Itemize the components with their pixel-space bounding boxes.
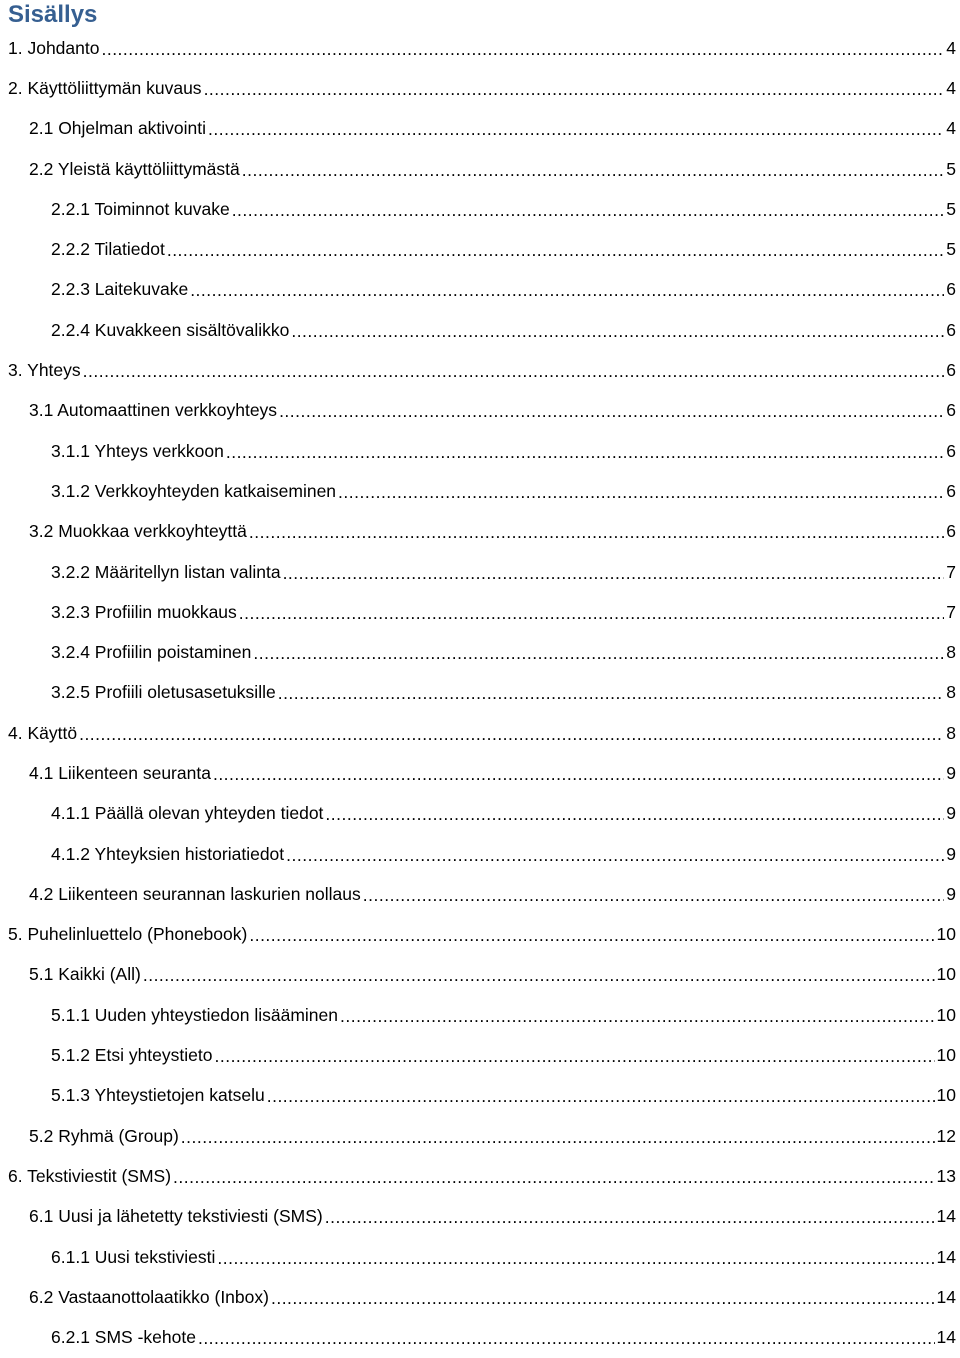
- toc-entry-label[interactable]: 3.2.2 Määritellyn listan valinta: [51, 561, 281, 582]
- toc-leader-dots: [278, 683, 945, 704]
- toc-entry[interactable]: [0, 592, 960, 632]
- toc-entry-page-number[interactable]: 6: [946, 440, 956, 461]
- toc-leader-dots: [242, 160, 945, 181]
- toc-leader-dots: [271, 1288, 935, 1309]
- toc-entry[interactable]: [0, 1277, 960, 1317]
- toc-entry[interactable]: [0, 431, 960, 471]
- table-of-contents: [0, 28, 960, 1358]
- toc-entry-page-number[interactable]: 10: [936, 924, 956, 945]
- toc-leader-dots: [83, 361, 945, 382]
- toc-entry[interactable]: [0, 28, 960, 68]
- toc-entry[interactable]: [0, 955, 960, 995]
- toc-entry-label[interactable]: 3.1.2 Verkkoyhteyden katkaiseminen: [51, 480, 337, 501]
- toc-entry-label[interactable]: 3.2.4 Profiilin poistaminen: [51, 642, 252, 663]
- toc-entry[interactable]: [0, 149, 960, 189]
- toc-leader-dots: [190, 280, 944, 301]
- toc-entry-page-number[interactable]: 6: [946, 400, 956, 421]
- toc-entry[interactable]: [0, 1116, 960, 1156]
- toc-leader-dots: [167, 240, 944, 261]
- toc-entry[interactable]: [0, 1318, 960, 1358]
- toc-leader-dots: [291, 321, 944, 342]
- toc-leader-dots: [217, 1248, 934, 1269]
- toc-entry-label[interactable]: 5.1.2 Etsi yhteystieto: [51, 1045, 213, 1066]
- toc-entry-label[interactable]: 2.1 Ohjelman aktivointi: [29, 118, 207, 139]
- toc-entry-label[interactable]: 5. Puhelinluettelo (Phonebook): [8, 924, 248, 945]
- toc-entry-page-number[interactable]: 9: [946, 843, 956, 864]
- toc-entry-label[interactable]: 6.2.1 SMS -kehote: [51, 1327, 196, 1348]
- toc-leader-dots: [279, 401, 944, 422]
- toc-entry[interactable]: [0, 874, 960, 914]
- toc-leader-dots: [208, 119, 944, 140]
- toc-entry-label[interactable]: 3.2.5 Profiili oletusasetuksille: [51, 682, 276, 703]
- toc-entry[interactable]: [0, 512, 960, 552]
- toc-entry-page-number[interactable]: 10: [936, 964, 956, 985]
- toc-leader-dots: [173, 1167, 934, 1188]
- toc-entry-page-number[interactable]: 13: [936, 1165, 956, 1186]
- toc-leader-dots: [198, 1328, 935, 1349]
- toc-entry[interactable]: [0, 270, 960, 310]
- toc-entry[interactable]: [0, 68, 960, 108]
- toc-leader-dots: [232, 200, 945, 221]
- toc-entry-label[interactable]: 2.2.4 Kuvakkeen sisältövalikko: [51, 319, 290, 340]
- toc-entry-page-number[interactable]: 4: [946, 118, 956, 139]
- toc-entry-page-number[interactable]: 10: [936, 1004, 956, 1025]
- toc-leader-dots: [101, 39, 944, 60]
- toc-entry-page-number[interactable]: 10: [936, 1045, 956, 1066]
- toc-leader-dots: [226, 442, 944, 463]
- toc-entry-page-number[interactable]: 10: [936, 1085, 956, 1106]
- toc-entry[interactable]: [0, 552, 960, 592]
- toc-leader-dots: [340, 1006, 935, 1027]
- toc-leader-dots: [363, 885, 945, 906]
- toc-entry-page-number[interactable]: 9: [946, 883, 956, 904]
- toc-entry-label[interactable]: 5.2 Ryhmä (Group): [29, 1125, 179, 1146]
- toc-entry[interactable]: [0, 391, 960, 431]
- toc-entry-page-number[interactable]: 7: [946, 561, 956, 582]
- toc-leader-dots: [249, 925, 934, 946]
- toc-entry-label[interactable]: 3.2.3 Profiilin muokkaus: [51, 601, 237, 622]
- toc-entry-page-number[interactable]: 9: [946, 762, 956, 783]
- toc-entry-label[interactable]: 3. Yhteys: [8, 360, 81, 381]
- toc-entry-label[interactable]: 4.2 Liikenteen seurannan laskurien nollaus: [29, 883, 361, 904]
- toc-entry[interactable]: [0, 713, 960, 753]
- toc-entry[interactable]: [0, 673, 960, 713]
- toc-leader-dots: [204, 79, 945, 100]
- toc-entry-label[interactable]: 5.1 Kaikki (All): [29, 964, 141, 985]
- toc-entry-label[interactable]: 4.1 Liikenteen seuranta: [29, 762, 211, 783]
- toc-entry-page-number[interactable]: 8: [946, 682, 956, 703]
- toc-entry[interactable]: [0, 1197, 960, 1237]
- toc-entry-label[interactable]: 3.2 Muokkaa verkkoyhteyttä: [29, 521, 247, 542]
- toc-entry-page-number[interactable]: 12: [936, 1125, 956, 1146]
- toc-entry-page-number[interactable]: 6: [946, 319, 956, 340]
- toc-entry-page-number[interactable]: 8: [946, 642, 956, 663]
- toc-entry-label[interactable]: 2.2.1 Toiminnot kuvake: [51, 198, 230, 219]
- page-title: Sisällys: [8, 1, 98, 28]
- toc-entry[interactable]: [0, 310, 960, 350]
- toc-leader-dots: [79, 724, 944, 745]
- toc-entry-page-number[interactable]: 14: [936, 1286, 956, 1307]
- toc-entry-page-number[interactable]: 14: [936, 1246, 956, 1267]
- toc-leader-dots: [325, 1207, 935, 1228]
- toc-leader-dots: [283, 563, 945, 584]
- toc-entry-page-number[interactable]: 14: [936, 1327, 956, 1348]
- toc-leader-dots: [286, 845, 944, 866]
- toc-entry[interactable]: [0, 995, 960, 1035]
- toc-leader-dots: [214, 1046, 934, 1067]
- toc-entry[interactable]: [0, 632, 960, 672]
- toc-entry-page-number[interactable]: 4: [946, 77, 956, 98]
- toc-leader-dots: [267, 1086, 935, 1107]
- toc-entry-page-number[interactable]: 5: [946, 198, 956, 219]
- toc-entry[interactable]: [0, 189, 960, 229]
- toc-entry[interactable]: [0, 834, 960, 874]
- toc-entry-label[interactable]: 2.2 Yleistä käyttöliittymästä: [29, 158, 240, 179]
- toc-leader-dots: [181, 1127, 935, 1148]
- toc-entry-page-number[interactable]: 6: [946, 480, 956, 501]
- toc-entry-label[interactable]: 1. Johdanto: [8, 37, 100, 58]
- toc-entry[interactable]: [0, 1076, 960, 1116]
- toc-entry-label[interactable]: 4.1.2 Yhteyksien historiatiedot: [51, 843, 285, 864]
- toc-leader-dots: [253, 643, 944, 664]
- toc-entry-label[interactable]: 6. Tekstiviestit (SMS): [8, 1165, 172, 1186]
- toc-entry-label[interactable]: 6.2 Vastaanottolaatikko (Inbox): [29, 1286, 269, 1307]
- toc-leader-dots: [325, 804, 944, 825]
- toc-entry-page-number[interactable]: 6: [946, 279, 956, 300]
- toc-entry[interactable]: [0, 471, 960, 511]
- toc-entry-label[interactable]: 2. Käyttöliittymän kuvaus: [8, 77, 202, 98]
- toc-entry-page-number[interactable]: 5: [946, 239, 956, 260]
- toc-entry-label[interactable]: 4.1.1 Päällä olevan yhteyden tiedot: [51, 803, 324, 824]
- toc-entry-page-number[interactable]: 8: [946, 722, 956, 743]
- toc-entry[interactable]: [0, 1035, 960, 1075]
- toc-leader-dots: [249, 522, 944, 543]
- toc-leader-dots: [239, 603, 944, 624]
- toc-entry[interactable]: [0, 1156, 960, 1196]
- toc-entry[interactable]: [0, 109, 960, 149]
- toc-entry-page-number[interactable]: 5: [946, 158, 956, 179]
- toc-entry-label[interactable]: 2.2.2 Tilatiedot: [51, 239, 165, 260]
- toc-entry-page-number[interactable]: 9: [946, 803, 956, 824]
- toc-entry-page-number[interactable]: 6: [946, 521, 956, 542]
- toc-entry-label[interactable]: 3.1 Automaattinen verkkoyhteys: [29, 400, 278, 421]
- toc-entry-label[interactable]: 3.1.1 Yhteys verkkoon: [51, 440, 224, 461]
- toc-entry-label[interactable]: 6.1.1 Uusi tekstiviesti: [51, 1246, 216, 1267]
- toc-leader-dots: [143, 965, 935, 986]
- toc-entry[interactable]: [0, 915, 960, 955]
- toc-entry-page-number[interactable]: 4: [946, 37, 956, 58]
- toc-entry-label[interactable]: 2.2.3 Laitekuvake: [51, 279, 189, 300]
- toc-entry-page-number[interactable]: 6: [946, 360, 956, 381]
- toc-entry[interactable]: [0, 350, 960, 390]
- toc-entry-label[interactable]: 5.1.3 Yhteystietojen katselu: [51, 1085, 265, 1106]
- toc-entry[interactable]: [0, 753, 960, 793]
- toc-entry[interactable]: [0, 794, 960, 834]
- toc-leader-dots: [213, 764, 944, 785]
- toc-entry-label[interactable]: 4. Käyttö: [8, 722, 78, 743]
- toc-entry-page-number[interactable]: 14: [936, 1206, 956, 1227]
- toc-entry-page-number[interactable]: 7: [946, 601, 956, 622]
- toc-entry[interactable]: [0, 229, 960, 269]
- toc-leader-dots: [338, 482, 944, 503]
- toc-entry-label[interactable]: 5.1.1 Uuden yhteystiedon lisääminen: [51, 1004, 338, 1025]
- toc-entry-label[interactable]: 6.1 Uusi ja lähetetty tekstiviesti (SMS): [29, 1206, 323, 1227]
- toc-entry[interactable]: [0, 1237, 960, 1277]
